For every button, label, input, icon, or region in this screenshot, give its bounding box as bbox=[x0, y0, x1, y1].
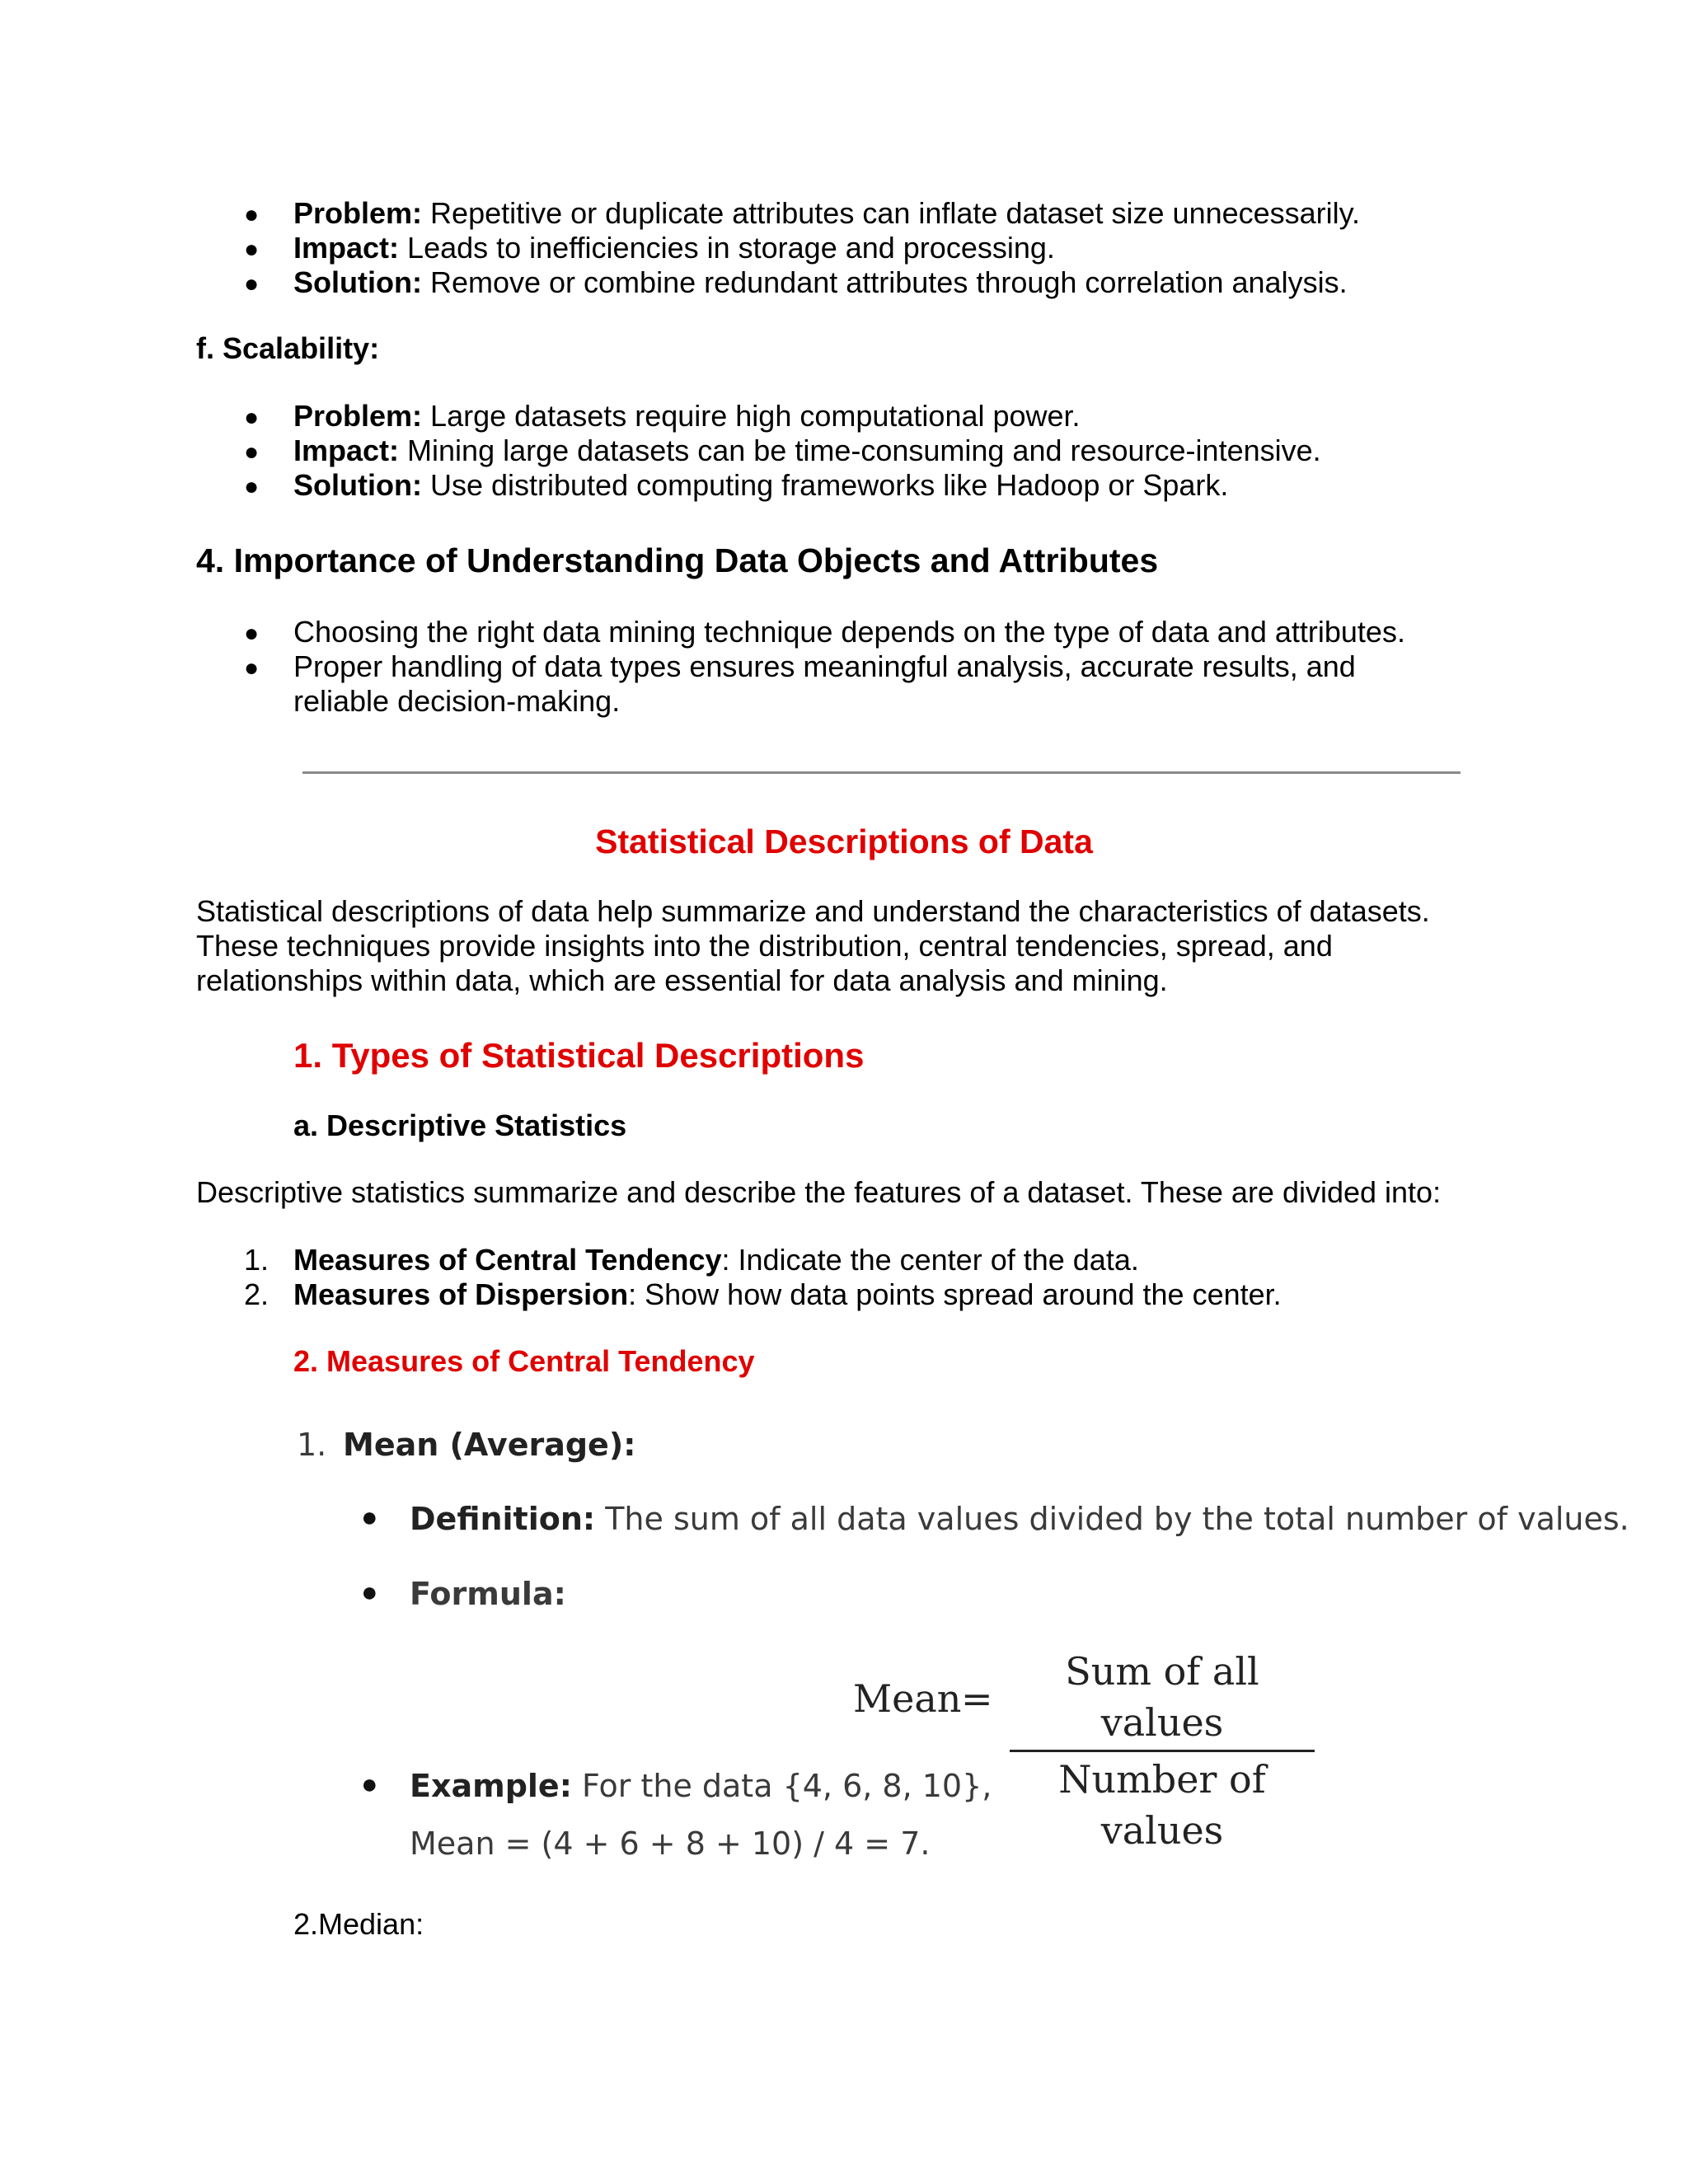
scalability-heading: f. Scalability: bbox=[196, 331, 380, 365]
bullet-dot: ● bbox=[361, 1769, 378, 1800]
list-item bbox=[293, 231, 1055, 265]
horizontal-divider bbox=[302, 771, 1461, 774]
section-title: Statistical Descriptions of Data bbox=[595, 823, 1093, 860]
intro-line: relationships within data, which are essential for data analysis and mining. bbox=[196, 963, 1168, 997]
item-label: Measures of Central Tendency bbox=[293, 1243, 722, 1277]
item-label: Measures of Dispersion bbox=[293, 1277, 629, 1311]
intro-line: These techniques provide insights into the distribution, central tendencies, spread, and bbox=[196, 929, 1333, 963]
item-label: Impact: bbox=[293, 231, 400, 265]
item-text: Repetitive or duplicate attributes can inflate dataset size unnecessarily. bbox=[430, 196, 1360, 230]
list-item bbox=[293, 399, 1081, 434]
importance-heading: 4. Importance of Understanding Data Objects and Attributes bbox=[196, 541, 1159, 579]
item-text: : Show how data points spread around the center. bbox=[628, 1277, 1282, 1311]
bullet-dot: ● bbox=[361, 1577, 378, 1608]
bullet-dot: ● bbox=[244, 270, 260, 298]
item-text: Large datasets require high computational power. bbox=[430, 399, 1081, 433]
list-item bbox=[293, 265, 1348, 300]
item-label: Problem: bbox=[293, 399, 423, 433]
fraction-bar bbox=[1010, 1750, 1315, 1752]
mean-heading: Mean (Average): bbox=[343, 1427, 636, 1463]
list-item bbox=[293, 196, 1360, 231]
item-text: For the data {4, 6, 8, 10}, bbox=[582, 1768, 992, 1804]
bullet-dot: ● bbox=[244, 236, 260, 263]
bullet-dot: ● bbox=[244, 473, 260, 500]
item-label: Definition: bbox=[410, 1501, 596, 1537]
formula-equals: = bbox=[961, 1676, 993, 1721]
item-label: Problem: bbox=[293, 196, 423, 230]
list-number: 1. bbox=[244, 1243, 270, 1277]
list-number: 1. bbox=[297, 1427, 327, 1463]
list-number: 2. bbox=[244, 1277, 270, 1311]
list-item: Proper handling of data types ensures meaningful analysis, accurate results, and bbox=[293, 649, 1356, 683]
formula-lhs: Mean bbox=[853, 1676, 962, 1721]
example-calculation: Mean = (4 + 6 + 8 + 10) / 4 = 7. bbox=[410, 1825, 931, 1862]
item-text: Mining large datasets can be time-consuming and resource-intensive. bbox=[407, 434, 1321, 467]
bullet-dot: ● bbox=[244, 201, 260, 228]
item-label: Solution: bbox=[293, 468, 422, 502]
item-text: Use distributed computing frameworks like Hadoop or Spark. bbox=[429, 468, 1229, 502]
formula-label: Formula: bbox=[410, 1576, 566, 1612]
formula-numerator: Sum of all values bbox=[1065, 1649, 1259, 1745]
bullet-dot: ● bbox=[361, 1502, 378, 1533]
item-text: Leads to inefficiencies in storage and processing. bbox=[407, 231, 1055, 265]
types-heading: 1. Types of Statistical Descriptions bbox=[293, 1036, 865, 1075]
descriptive-heading: a. Descriptive Statistics bbox=[293, 1108, 627, 1142]
central-tendency-heading: 2. Measures of Central Tendency bbox=[293, 1344, 755, 1378]
list-item bbox=[293, 468, 1228, 503]
list-item bbox=[293, 434, 1321, 468]
descriptive-text: Descriptive statistics summarize and describe the features of a dataset. These are divided into: bbox=[196, 1175, 1442, 1209]
list-item bbox=[293, 1277, 1282, 1312]
list-item: Choosing the right data mining technique depends on the type of data and attributes. bbox=[293, 615, 1405, 649]
item-label: Impact: bbox=[293, 434, 400, 467]
list-item bbox=[410, 1500, 1629, 1538]
list-item bbox=[293, 1243, 1139, 1277]
item-label: Example: bbox=[410, 1768, 572, 1804]
list-item-continuation: reliable decision-making. bbox=[293, 684, 621, 718]
bullet-dot: ● bbox=[244, 654, 260, 682]
median-heading: 2.Median: bbox=[293, 1907, 424, 1941]
list-item bbox=[410, 1767, 992, 1805]
item-text: The sum of all data values divided by the total number of values. bbox=[605, 1501, 1629, 1537]
bullet-dot: ● bbox=[244, 438, 260, 466]
bullet-dot: ● bbox=[244, 620, 260, 647]
item-label: Solution: bbox=[293, 265, 422, 299]
item-text: : Indicate the center of the data. bbox=[721, 1243, 1139, 1277]
bullet-dot: ● bbox=[244, 404, 260, 431]
item-text: Remove or combine redundant attributes through correlation analysis. bbox=[429, 265, 1348, 299]
formula-fraction bbox=[1010, 1646, 1315, 1856]
intro-line: Statistical descriptions of data help summarize and understand the characteristics of datasets. bbox=[196, 894, 1430, 928]
formula-denominator: Number of values bbox=[1058, 1757, 1266, 1853]
